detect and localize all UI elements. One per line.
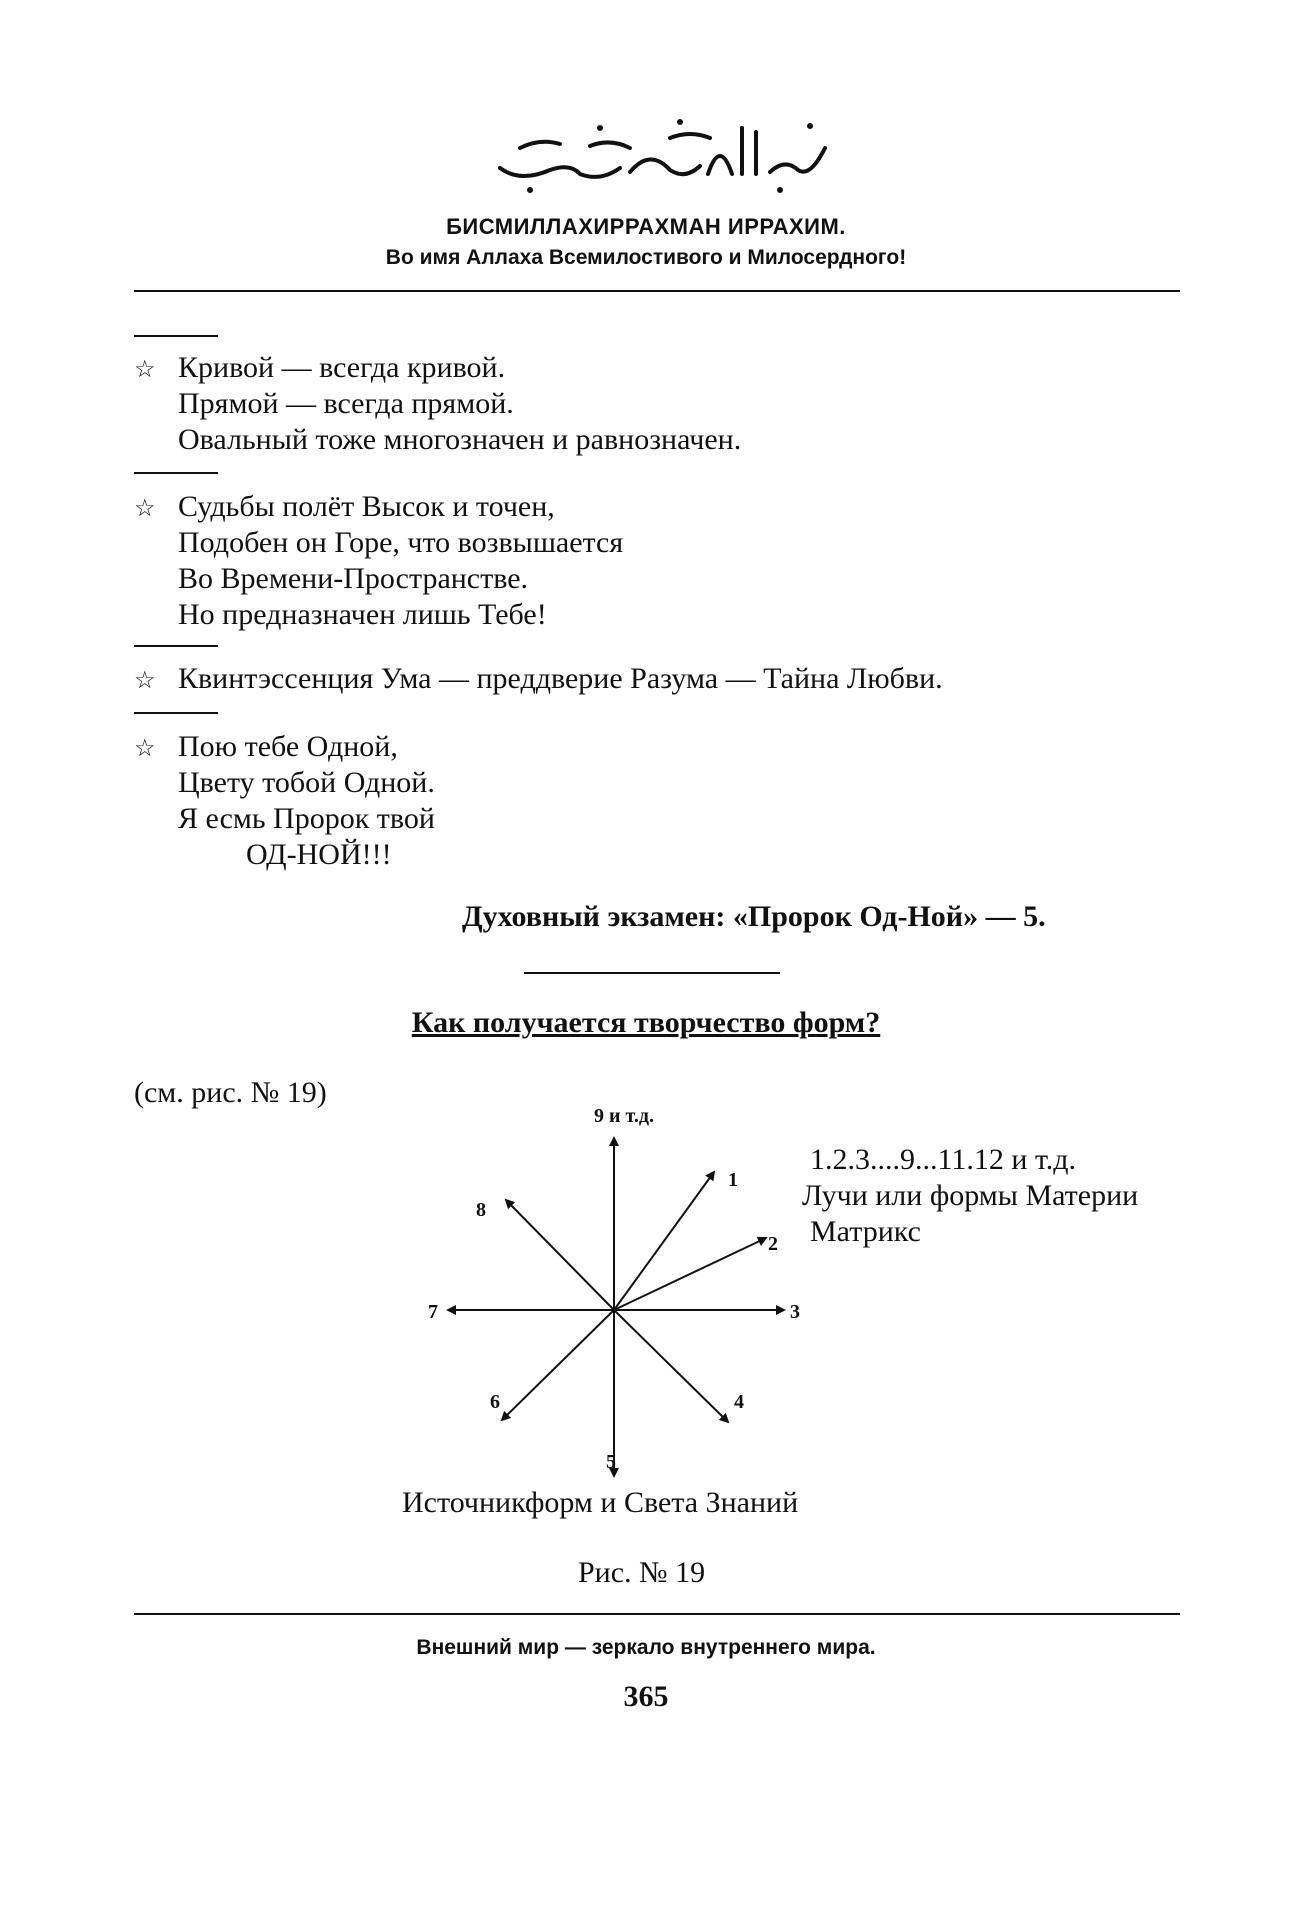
header-title: БИСМИЛЛАХИРРАХМАН ИРРАХИМ. — [446, 214, 846, 239]
legend-line: 1.2.3....9...11.12 и т.д. — [810, 1143, 1077, 1176]
question-heading: Как получается творчество форм? — [411, 1006, 881, 1039]
star-icon: ☆ — [134, 736, 156, 762]
exam-title: Духовный экзамен: «Пророк Од-Ной» — 5. — [462, 900, 1046, 933]
ray-1 — [614, 1172, 714, 1310]
footer-divider — [134, 1613, 1180, 1615]
label-9: 9 и т.д. — [594, 1105, 654, 1127]
stanza-line: Я есмь Пророк твой — [178, 802, 435, 835]
stanza-line: Но предназначен лишь Тебе! — [178, 598, 547, 631]
stanza-line: Во Времени-Пространстве. — [178, 562, 529, 595]
stanza-line: Судьбы полёт Высок и точен, — [178, 490, 555, 523]
ray-6 — [502, 1310, 614, 1420]
stanza-line: Квинтэссенция Ума — преддверие Разума — Тайна Любви. — [178, 662, 943, 695]
label-5: 5 — [606, 1451, 616, 1473]
diagram-legend — [802, 1142, 1139, 1250]
stanza-line: Цвету тобой Одной. — [178, 766, 435, 799]
stanza-line: Пою тебе Одной, — [178, 730, 398, 763]
star-icon: ☆ — [134, 496, 156, 522]
stanza-line: Овальный тоже многозначен и равнозначен. — [178, 423, 742, 456]
figure-label: Рис. № 19 — [578, 1556, 706, 1589]
legend-line: Матрикс — [810, 1215, 921, 1248]
label-7: 7 — [428, 1301, 438, 1323]
ray-8 — [506, 1200, 614, 1310]
legend-line: Лучи или формы Материи — [802, 1179, 1139, 1212]
star-icon: ☆ — [134, 357, 156, 383]
label-4: 4 — [734, 1391, 744, 1413]
label-2: 2 — [768, 1233, 778, 1255]
ray-4 — [614, 1310, 728, 1422]
stanza-line: Подобен он Горе, что возвышается — [178, 526, 624, 559]
label-1: 1 — [728, 1169, 738, 1191]
diagram-caption: Источникформ и Света Знаний — [402, 1486, 799, 1519]
label-8: 8 — [476, 1199, 486, 1221]
stanza-line: Кривой — всегда кривой. — [178, 351, 506, 384]
label-6: 6 — [490, 1391, 500, 1413]
ray-2 — [614, 1238, 766, 1310]
header-subtitle: Во имя Аллаха Всемилостивого и Милосердного! — [385, 246, 907, 269]
star-icon: ☆ — [134, 668, 156, 694]
label-3: 3 — [790, 1301, 800, 1323]
stanza-line: ОД-НОЙ!!! — [246, 838, 392, 871]
page-number: 365 — [623, 1680, 669, 1713]
figure-reference: (см. рис. № 19) — [134, 1076, 327, 1109]
stanza-line: Прямой — всегда прямой. — [178, 387, 514, 420]
footer-motto: Внешний мир — зеркало внутреннего мира. — [416, 1636, 876, 1659]
